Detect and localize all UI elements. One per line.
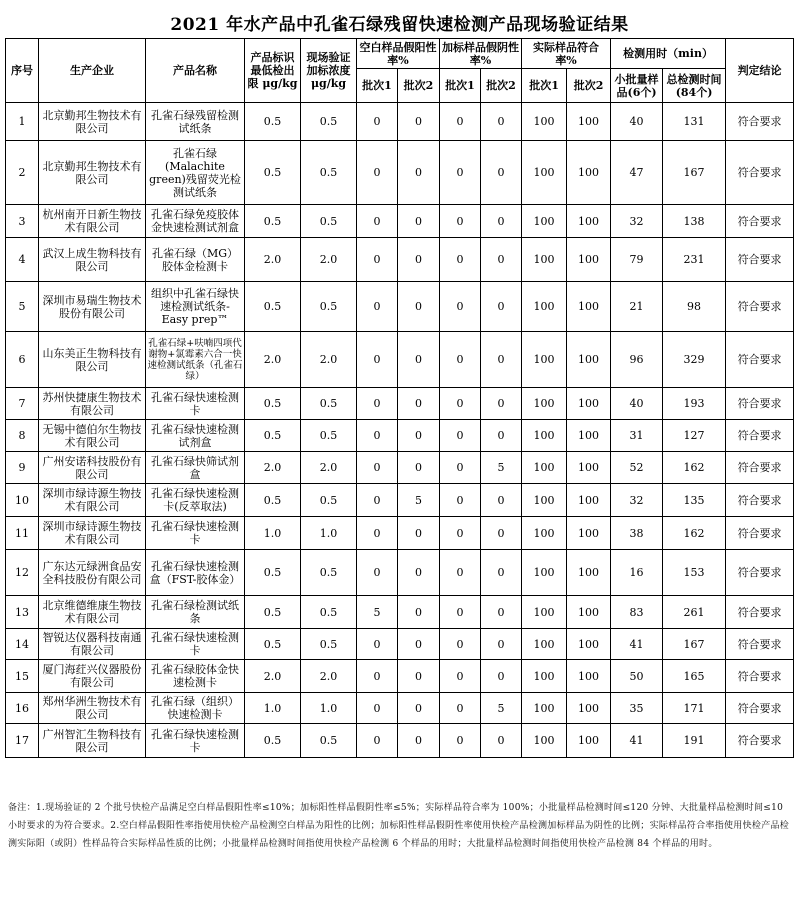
- product-name-cell: 孔雀石绿快速检测卡: [146, 517, 245, 550]
- table-row: [6, 141, 794, 205]
- lod-cell: 0.5: [245, 282, 301, 332]
- row-number: 6: [6, 332, 39, 388]
- verdict-cell: 符合要求: [726, 629, 794, 660]
- false-positive-batch2: 0: [398, 550, 440, 596]
- accuracy-batch2: 100: [567, 452, 611, 484]
- accuracy-batch2: 100: [567, 282, 611, 332]
- product-name-cell: 孔雀石绿快速检测盒（FST-胶体金）: [146, 550, 245, 596]
- accuracy-batch1: 100: [522, 629, 567, 660]
- lod-cell: 0.5: [245, 141, 301, 205]
- product-name-cell: 孔雀石绿残留检测试纸条: [146, 103, 245, 141]
- header-verdict: 判定结论: [726, 39, 794, 103]
- table-row: [6, 420, 794, 452]
- time-total: 191: [663, 724, 726, 758]
- false-negative-batch1: 0: [440, 550, 481, 596]
- product-name-cell: 孔雀石绿快速检测试剂盒: [146, 420, 245, 452]
- manufacturer-cell: 深圳市绿诗源生物技术有限公司: [39, 484, 146, 517]
- accuracy-batch2: 100: [567, 724, 611, 758]
- accuracy-batch1: 100: [522, 238, 567, 282]
- row-number: 3: [6, 205, 39, 238]
- header-spike: 现场验证加标浓度 μg/kg: [301, 39, 357, 103]
- false-positive-batch2: 0: [398, 205, 440, 238]
- verdict-cell: 符合要求: [726, 141, 794, 205]
- accuracy-batch1: 100: [522, 550, 567, 596]
- time-total: 162: [663, 517, 726, 550]
- row-number: 12: [6, 550, 39, 596]
- accuracy-batch1: 100: [522, 388, 567, 420]
- time-small-batch: 21: [611, 282, 663, 332]
- row-number: 9: [6, 452, 39, 484]
- false-positive-batch1: 0: [357, 629, 398, 660]
- accuracy-batch2: 100: [567, 693, 611, 724]
- spike-cell: 1.0: [301, 693, 357, 724]
- lod-cell: 0.5: [245, 484, 301, 517]
- lod-cell: 2.0: [245, 332, 301, 388]
- false-positive-batch1: 0: [357, 724, 398, 758]
- false-positive-batch2: 0: [398, 693, 440, 724]
- verdict-cell: 符合要求: [726, 282, 794, 332]
- verdict-cell: 符合要求: [726, 103, 794, 141]
- false-negative-batch2: 5: [481, 693, 522, 724]
- false-negative-batch2: 0: [481, 103, 522, 141]
- row-number: 4: [6, 238, 39, 282]
- spike-cell: 0.5: [301, 596, 357, 629]
- time-small-batch: 40: [611, 388, 663, 420]
- accuracy-batch2: 100: [567, 484, 611, 517]
- table-row: [6, 282, 794, 332]
- false-negative-batch2: 0: [481, 205, 522, 238]
- header-time-total: 总检测时间(84个): [663, 69, 726, 103]
- header-time: 检测用时（min）: [611, 39, 726, 69]
- product-name-cell: 孔雀石绿快速检测卡(反萃取法): [146, 484, 245, 517]
- spike-cell: 2.0: [301, 452, 357, 484]
- accuracy-batch1: 100: [522, 517, 567, 550]
- footnote: 备注：1.现场验证的 2 个批号快检产品满足空白样品假阳性率≤10%；加标阳性样品假阴性率≤5%；实际样品符合率为 100%；小批量样品检测时间≤120 分钟、大批量样品检测时间≤10 小时要求的为符合要求。2.空白样品假阳性率指使用快检产品检测空白样品为阳性的比例；加标阳性样品假阴性率使用快检产品检测加标样品为阴性的比例；实际样品符合率指使用快检产品检测实际阳（或阴）性样品符合实际样品性质的比例；小批量样品检测时间指使用快检产品检测 6 个样品的用时；大批量样品检测时间指使用快检产品检测 84 个样品的用时。: [8, 803, 790, 849]
- table-row: [6, 205, 794, 238]
- manufacturer-cell: 广州安诺科技股份有限公司: [39, 452, 146, 484]
- false-positive-batch2: 0: [398, 420, 440, 452]
- lod-cell: 2.0: [245, 452, 301, 484]
- false-positive-batch1: 0: [357, 693, 398, 724]
- row-number: 5: [6, 282, 39, 332]
- time-small-batch: 40: [611, 103, 663, 141]
- spike-cell: 0.5: [301, 103, 357, 141]
- table-row: [6, 550, 794, 596]
- lod-cell: 2.0: [245, 660, 301, 693]
- false-positive-batch2: 0: [398, 103, 440, 141]
- time-small-batch: 35: [611, 693, 663, 724]
- time-total: 167: [663, 629, 726, 660]
- false-negative-batch1: 0: [440, 420, 481, 452]
- false-negative-batch1: 0: [440, 629, 481, 660]
- verdict-cell: 符合要求: [726, 388, 794, 420]
- row-number: 10: [6, 484, 39, 517]
- time-total: 261: [663, 596, 726, 629]
- time-total: 167: [663, 141, 726, 205]
- time-small-batch: 31: [611, 420, 663, 452]
- false-negative-batch2: 5: [481, 452, 522, 484]
- false-positive-batch1: 0: [357, 484, 398, 517]
- spike-cell: 2.0: [301, 332, 357, 388]
- header-batch: 批次1: [440, 69, 481, 103]
- page-title: 2021 年水产品中孔雀石绿残留快速检测产品现场验证结果: [170, 15, 629, 35]
- time-total: 162: [663, 452, 726, 484]
- verdict-cell: 符合要求: [726, 420, 794, 452]
- accuracy-batch2: 100: [567, 420, 611, 452]
- time-small-batch: 50: [611, 660, 663, 693]
- table-row: [6, 517, 794, 550]
- false-positive-batch1: 0: [357, 205, 398, 238]
- time-small-batch: 41: [611, 724, 663, 758]
- accuracy-batch2: 100: [567, 596, 611, 629]
- false-positive-batch2: 0: [398, 452, 440, 484]
- accuracy-batch1: 100: [522, 484, 567, 517]
- lod-cell: 0.5: [245, 103, 301, 141]
- accuracy-batch1: 100: [522, 103, 567, 141]
- table-row: [6, 484, 794, 517]
- false-negative-batch2: 0: [481, 420, 522, 452]
- manufacturer-cell: 北京勤邦生物技术有限公司: [39, 141, 146, 205]
- row-number: 16: [6, 693, 39, 724]
- header-batch: 批次2: [567, 69, 611, 103]
- product-name-cell: 孔雀石绿+呋喃四项代谢物+氯霉素六合一快速检测试纸条（孔雀石绿）: [146, 332, 245, 388]
- false-positive-batch1: 0: [357, 332, 398, 388]
- product-name-cell: 孔雀石绿快速检测卡: [146, 388, 245, 420]
- manufacturer-cell: 深圳市绿诗源生物技术有限公司: [39, 517, 146, 550]
- manufacturer-cell: 北京维德维康生物技术有限公司: [39, 596, 146, 629]
- accuracy-batch2: 100: [567, 660, 611, 693]
- product-name-cell: 孔雀石绿胶体金快速检测卡: [146, 660, 245, 693]
- lod-cell: 0.5: [245, 420, 301, 452]
- header-lod: 产品标识最低检出限 μg/kg: [245, 39, 301, 103]
- time-total: 193: [663, 388, 726, 420]
- false-positive-batch1: 0: [357, 660, 398, 693]
- table-row: [6, 388, 794, 420]
- false-negative-batch1: 0: [440, 282, 481, 332]
- accuracy-batch2: 100: [567, 205, 611, 238]
- header-batch: 批次2: [481, 69, 522, 103]
- lod-cell: 0.5: [245, 388, 301, 420]
- false-negative-batch1: 0: [440, 596, 481, 629]
- manufacturer-cell: 苏州快捷康生物技术有限公司: [39, 388, 146, 420]
- product-name-cell: 孔雀石绿快筛试剂盒: [146, 452, 245, 484]
- verdict-cell: 符合要求: [726, 452, 794, 484]
- row-number: 15: [6, 660, 39, 693]
- time-small-batch: 83: [611, 596, 663, 629]
- false-negative-batch1: 0: [440, 660, 481, 693]
- accuracy-batch1: 100: [522, 332, 567, 388]
- product-name-cell: 孔雀石绿免疫胶体金快速检测试剂盒: [146, 205, 245, 238]
- manufacturer-cell: 杭州南开日新生物技术有限公司: [39, 205, 146, 238]
- false-negative-batch1: 0: [440, 238, 481, 282]
- manufacturer-cell: 武汉上成生物科技有限公司: [39, 238, 146, 282]
- manufacturer-cell: 北京勤邦生物技术有限公司: [39, 103, 146, 141]
- false-positive-batch1: 0: [357, 550, 398, 596]
- results-table: [5, 38, 794, 758]
- false-positive-batch1: 0: [357, 420, 398, 452]
- spike-cell: 0.5: [301, 205, 357, 238]
- lod-cell: 0.5: [245, 205, 301, 238]
- verdict-cell: 符合要求: [726, 724, 794, 758]
- table-row: [6, 452, 794, 484]
- spike-cell: 0.5: [301, 388, 357, 420]
- header-false-negative: 加标样品假阴性率%: [440, 39, 522, 69]
- header-time-small: 小批量样品(6个): [611, 69, 663, 103]
- lod-cell: 1.0: [245, 517, 301, 550]
- product-name-cell: 孔雀石绿（组织）快速检测卡: [146, 693, 245, 724]
- manufacturer-cell: 广东达元绿洲食品安全科技股份有限公司: [39, 550, 146, 596]
- accuracy-batch2: 100: [567, 388, 611, 420]
- header-product: 产品名称: [146, 39, 245, 103]
- false-positive-batch2: 0: [398, 282, 440, 332]
- row-number: 7: [6, 388, 39, 420]
- false-negative-batch2: 0: [481, 596, 522, 629]
- accuracy-batch1: 100: [522, 596, 567, 629]
- lod-cell: 1.0: [245, 693, 301, 724]
- table-row: [6, 629, 794, 660]
- accuracy-batch1: 100: [522, 141, 567, 205]
- header-batch: 批次1: [522, 69, 567, 103]
- time-small-batch: 16: [611, 550, 663, 596]
- accuracy-batch2: 100: [567, 103, 611, 141]
- lod-cell: 0.5: [245, 550, 301, 596]
- header-false-positive: 空白样品假阳性率%: [357, 39, 440, 69]
- header-maker: 生产企业: [39, 39, 146, 103]
- false-negative-batch1: 0: [440, 452, 481, 484]
- table-row: [6, 103, 794, 141]
- table-row: [6, 596, 794, 629]
- row-number: 13: [6, 596, 39, 629]
- verdict-cell: 符合要求: [726, 693, 794, 724]
- time-total: 329: [663, 332, 726, 388]
- header-batch: 批次2: [398, 69, 440, 103]
- time-total: 165: [663, 660, 726, 693]
- time-total: 135: [663, 484, 726, 517]
- false-positive-batch1: 0: [357, 517, 398, 550]
- false-negative-batch2: 0: [481, 550, 522, 596]
- spike-cell: 2.0: [301, 238, 357, 282]
- verdict-cell: 符合要求: [726, 205, 794, 238]
- accuracy-batch2: 100: [567, 517, 611, 550]
- accuracy-batch2: 100: [567, 332, 611, 388]
- false-negative-batch2: 0: [481, 388, 522, 420]
- accuracy-batch2: 100: [567, 141, 611, 205]
- false-negative-batch2: 0: [481, 238, 522, 282]
- false-positive-batch2: 0: [398, 660, 440, 693]
- false-positive-batch2: 0: [398, 596, 440, 629]
- spike-cell: 1.0: [301, 517, 357, 550]
- false-negative-batch1: 0: [440, 103, 481, 141]
- row-number: 17: [6, 724, 39, 758]
- false-negative-batch2: 0: [481, 141, 522, 205]
- false-negative-batch1: 0: [440, 724, 481, 758]
- table-row: [6, 332, 794, 388]
- product-name-cell: 组织中孔雀石绿快速检测试纸条-Easy prep™: [146, 282, 245, 332]
- manufacturer-cell: 智锐达仪器科技南通有限公司: [39, 629, 146, 660]
- time-small-batch: 32: [611, 484, 663, 517]
- false-positive-batch1: 5: [357, 596, 398, 629]
- manufacturer-cell: 郑州华洲生物技术有限公司: [39, 693, 146, 724]
- time-total: 98: [663, 282, 726, 332]
- time-total: 153: [663, 550, 726, 596]
- false-positive-batch2: 0: [398, 388, 440, 420]
- accuracy-batch2: 100: [567, 550, 611, 596]
- header-batch: 批次1: [357, 69, 398, 103]
- accuracy-batch1: 100: [522, 420, 567, 452]
- row-number: 2: [6, 141, 39, 205]
- table-row: [6, 693, 794, 724]
- time-small-batch: 32: [611, 205, 663, 238]
- spike-cell: 0.5: [301, 282, 357, 332]
- verdict-cell: 符合要求: [726, 332, 794, 388]
- false-positive-batch2: 0: [398, 724, 440, 758]
- false-negative-batch1: 0: [440, 484, 481, 517]
- spike-cell: 0.5: [301, 420, 357, 452]
- false-negative-batch2: 0: [481, 332, 522, 388]
- product-name-cell: 孔雀石绿快速检测卡: [146, 629, 245, 660]
- false-negative-batch1: 0: [440, 693, 481, 724]
- accuracy-batch1: 100: [522, 660, 567, 693]
- time-small-batch: 79: [611, 238, 663, 282]
- false-negative-batch1: 0: [440, 332, 481, 388]
- verdict-cell: 符合要求: [726, 238, 794, 282]
- time-small-batch: 47: [611, 141, 663, 205]
- spike-cell: 0.5: [301, 141, 357, 205]
- spike-cell: 0.5: [301, 550, 357, 596]
- false-positive-batch1: 0: [357, 141, 398, 205]
- row-number: 1: [6, 103, 39, 141]
- accuracy-batch1: 100: [522, 205, 567, 238]
- false-negative-batch1: 0: [440, 205, 481, 238]
- manufacturer-cell: 无锡中德伯尔生物技术有限公司: [39, 420, 146, 452]
- accuracy-batch2: 100: [567, 238, 611, 282]
- spike-cell: 0.5: [301, 629, 357, 660]
- lod-cell: 2.0: [245, 238, 301, 282]
- manufacturer-cell: 深圳市易瑞生物技术股份有限公司: [39, 282, 146, 332]
- table-row: [6, 238, 794, 282]
- false-positive-batch1: 0: [357, 103, 398, 141]
- false-negative-batch2: 0: [481, 282, 522, 332]
- false-negative-batch1: 0: [440, 141, 481, 205]
- false-positive-batch1: 0: [357, 452, 398, 484]
- spike-cell: 0.5: [301, 724, 357, 758]
- false-negative-batch2: 0: [481, 660, 522, 693]
- verdict-cell: 符合要求: [726, 484, 794, 517]
- false-positive-batch2: 5: [398, 484, 440, 517]
- time-small-batch: 38: [611, 517, 663, 550]
- false-positive-batch2: 0: [398, 141, 440, 205]
- row-number: 14: [6, 629, 39, 660]
- lod-cell: 0.5: [245, 724, 301, 758]
- false-negative-batch2: 0: [481, 724, 522, 758]
- time-small-batch: 41: [611, 629, 663, 660]
- product-name-cell: 孔雀石绿快速检测卡: [146, 724, 245, 758]
- false-positive-batch2: 0: [398, 332, 440, 388]
- time-total: 231: [663, 238, 726, 282]
- lod-cell: 0.5: [245, 596, 301, 629]
- accuracy-batch1: 100: [522, 282, 567, 332]
- product-name-cell: 孔雀石绿（MG）胶体金检测卡: [146, 238, 245, 282]
- accuracy-batch1: 100: [522, 452, 567, 484]
- product-name-cell: 孔雀石绿检测试纸条: [146, 596, 245, 629]
- row-number: 8: [6, 420, 39, 452]
- lod-cell: 0.5: [245, 629, 301, 660]
- table-row: [6, 724, 794, 758]
- accuracy-batch1: 100: [522, 724, 567, 758]
- table-row: [6, 660, 794, 693]
- manufacturer-cell: 厦门海荭兴仪器股份有限公司: [39, 660, 146, 693]
- false-negative-batch2: 0: [481, 517, 522, 550]
- false-negative-batch2: 0: [481, 484, 522, 517]
- verdict-cell: 符合要求: [726, 550, 794, 596]
- false-negative-batch1: 0: [440, 388, 481, 420]
- row-number: 11: [6, 517, 39, 550]
- accuracy-batch2: 100: [567, 629, 611, 660]
- false-positive-batch2: 0: [398, 517, 440, 550]
- verdict-cell: 符合要求: [726, 517, 794, 550]
- verdict-cell: 符合要求: [726, 660, 794, 693]
- time-total: 127: [663, 420, 726, 452]
- verdict-cell: 符合要求: [726, 596, 794, 629]
- false-positive-batch1: 0: [357, 238, 398, 282]
- manufacturer-cell: 山东美正生物科技有限公司: [39, 332, 146, 388]
- false-positive-batch1: 0: [357, 282, 398, 332]
- header-accuracy: 实际样品符合率%: [522, 39, 611, 69]
- false-positive-batch2: 0: [398, 238, 440, 282]
- false-negative-batch1: 0: [440, 517, 481, 550]
- time-total: 131: [663, 103, 726, 141]
- time-total: 171: [663, 693, 726, 724]
- manufacturer-cell: 广州智汇生物科技有限公司: [39, 724, 146, 758]
- spike-cell: 0.5: [301, 484, 357, 517]
- accuracy-batch1: 100: [522, 693, 567, 724]
- false-negative-batch2: 0: [481, 629, 522, 660]
- time-small-batch: 52: [611, 452, 663, 484]
- false-positive-batch2: 0: [398, 629, 440, 660]
- false-positive-batch1: 0: [357, 388, 398, 420]
- header-no: 序号: [6, 39, 39, 103]
- spike-cell: 2.0: [301, 660, 357, 693]
- time-small-batch: 96: [611, 332, 663, 388]
- time-total: 138: [663, 205, 726, 238]
- product-name-cell: 孔雀石绿(Malachite green)残留荧光检测试纸条: [146, 141, 245, 205]
